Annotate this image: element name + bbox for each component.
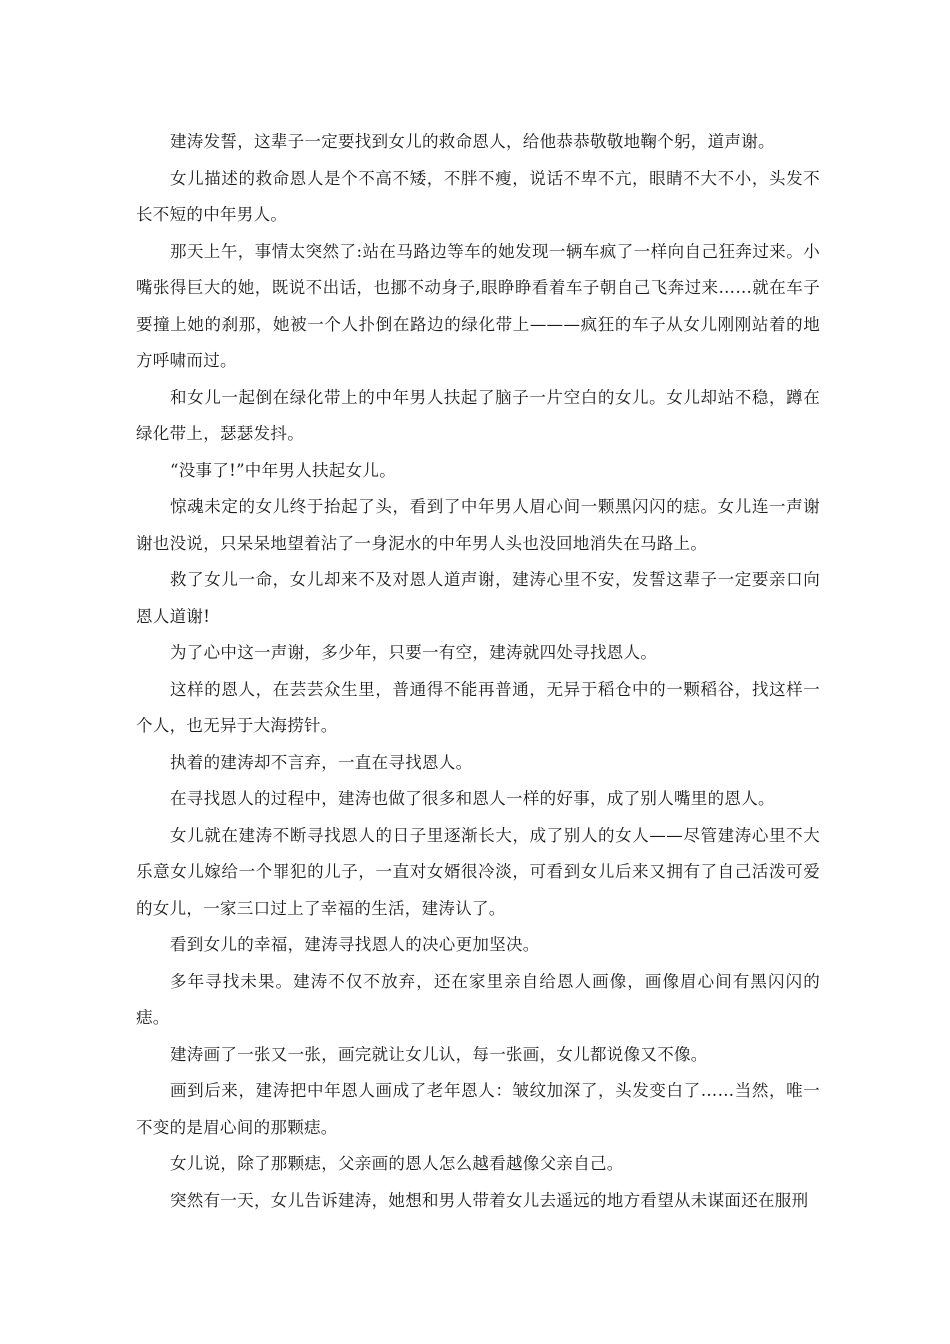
paragraph: 女儿说，除了那颗痣，父亲画的恩人怎么越看越像父亲自己。 (170, 1154, 624, 1173)
paragraph: 救了女儿一命，女儿却来不及对恩人道声谢，建涛心里不安，发誓这辈子一定要亲口向恩人道谢! (136, 570, 820, 626)
paragraph: 为了心中这一声谢，多少年，只要一有空，建涛就四处寻找恩人。 (170, 643, 658, 662)
paragraph: 画到后来，建涛把中年恩人画成了老年恩人：皱纹加深了，头发变白了……当然，唯一不变的是眉心间的那颗痣。 (136, 1081, 820, 1137)
paragraph: 那天上午，事情太突然了:站在马路边等车的她发现一辆车疯了一样向自己狂奔过来。小嘴张得巨大的她，既说不出话，也挪不动身子,眼睁睁看着车子朝自己飞奔过来……就在车子要撞上她的刹那，她被一个人扑倒在路边的绿化带上———疯狂的车子从女儿刚刚站着的地方呼啸而过。 (136, 241, 820, 370)
paragraph: 看到女儿的幸福，建涛寻找恩人的决心更加坚决。 (170, 935, 540, 954)
paragraph: 执着的建涛却不言弃，一直在寻找恩人。 (170, 752, 473, 772)
paragraph: 建涛发誓，这辈子一定要找到女儿的救命恩人，给他恭恭敬敬地鞠个躬，道声谢。 (170, 132, 775, 151)
paragraph: 这样的恩人，在芸芸众生里，普通得不能再普通，无异于稻仓中的一颗稻谷，找这样一个人，也无异于大海捞针。 (136, 679, 820, 735)
paragraph: 惊魂未定的女儿终于抬起了头，看到了中年男人眉心间一颗黑闪闪的痣。女儿连一声谢谢也没说，只呆呆地望着沾了一身泥水的中年男人头也没回地消失在马路上。 (136, 497, 820, 553)
document-page (136, 124, 820, 1219)
paragraph: “没事了!”中年男人扶起女儿。 (170, 460, 397, 480)
paragraph: 突然有一天，女儿告诉建涛，她想和男人带着女儿去遥远的地方看望从未谋面还在服刑 (170, 1190, 809, 1210)
paragraph: 和女儿一起倒在绿化带上的中年男人扶起了脑子一片空白的女儿。女儿却站不稳，蹲在绿化带上，瑟瑟发抖。 (136, 387, 820, 443)
paragraph: 建涛画了一张又一张，画完就让女儿认，每一张画，女儿都说像又不像。 (170, 1044, 708, 1064)
paragraph: 在寻找恩人的过程中，建涛也做了很多和恩人一样的好事，成了别人嘴里的恩人。 (170, 789, 775, 808)
paragraph: 女儿描述的救命恩人是个不高不矮，不胖不瘦，说话不卑不亢，眼睛不大不小，头发不长不短的中年男人。 (136, 168, 820, 224)
paragraph: 多年寻找未果。建涛不仅不放弃，还在家里亲自给恩人画像，画像眉心间有黑闪闪的痣。 (136, 971, 820, 1027)
paragraph: 女儿就在建涛不断寻找恩人的日子里逐渐长大，成了别人的女人——尽管建涛心里不大乐意女儿嫁给一个罪犯的儿子，一直对女婿很冷淡，可看到女儿后来又拥有了自己活泼可爱的女儿，一家三口过上了幸福的生活，建涛认了。 (136, 825, 820, 918)
